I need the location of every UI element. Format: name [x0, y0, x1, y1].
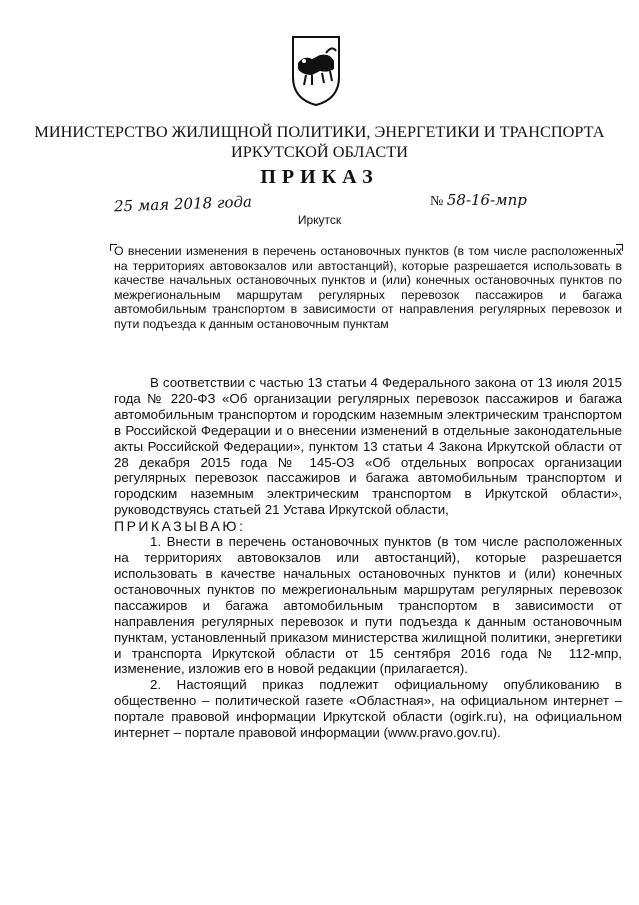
document-date-handwritten: 25 мая 2018 года: [113, 192, 253, 216]
order-item-1: 1. Внести в перечень остановочных пунктов (в том числе расположенных на территориях автовокзалов или автостанций), которые разрешается использовать в качестве начальных остановочных пунктов и (или) конечных остановочных пунктов по межрегиональным маршрутам регулярных перевозок пассажиров и багажа автомобильным транспортом в зависимости от направления регулярных перевозок и пути подъезда к данным остановочным пунктам, установленный приказом министерства жилищной политики, энергетики и транспорта Иркутской области от 15 сентября 2016 года № 112-мпр, изменение, изложив его в новой редакции (прилагается).: [114, 534, 622, 677]
order-item-2: 2. Настоящий приказ подлежит официальному опубликованию в общественно – политической газете «Областная», на официальном интернет – портале правовой информации Иркутской области (ogirk.ru), на официальном интернет – портале правовой информации (www.pravo.gov.ru).: [114, 677, 622, 741]
document-type-heading: ПРИКАЗ: [260, 166, 379, 188]
number-prefix: №: [430, 194, 444, 209]
coat-of-arms-icon: [290, 33, 342, 107]
number-handwritten: 58-16-мпр: [446, 191, 527, 209]
document-subject: О внесении изменения в перечень остановочных пунктов (в том числе расположенных на территориях автовокзалов или автостанций), которые разрешается использовать в качестве начальных остановочных пунктов и (или) конечных остановочных пунктов по межрегиональным маршрутам регулярных перевозок пассажиров и багажа автомобильным транспортом в зависимости от направления регулярных перевозок и пути подъезда к данным остановочным пунктам: [114, 244, 622, 331]
city-label: Иркутск: [297, 213, 342, 227]
document-body: [114, 375, 622, 741]
document-number: [430, 191, 527, 210]
ministry-title: МИНИСТЕРСТВО ЖИЛИЩНОЙ ПОЛИТИКИ, ЭНЕРГЕТИКИ И ТРАНСПОРТА ИРКУТСКОЙ ОБЛАСТИ: [34, 122, 605, 161]
preamble-paragraph: В соответствии с частью 13 статьи 4 Федерального закона от 13 июля 2015 года № 220-ФЗ «Об организации регулярных перевозок пассажиров и багажа автомобильным транспортом и городским наземным электрическим транспортом в Российской Федерации и о внесении изменений в отдельные законодательные акты Российской Федерации», пунктом 13 статьи 4 Закона Иркутской области от 28 декабря 2015 года № 145-ОЗ «Об отдельных вопросах организации регулярных перевозок пассажиров и багажа автомобильным транспортом и городским наземным электрическим транспортом в Иркутской области», руководствуясь статьей 21 Устава Иркутской области,: [114, 375, 622, 518]
order-word: ПРИКАЗЫВАЮ:: [114, 518, 246, 535]
